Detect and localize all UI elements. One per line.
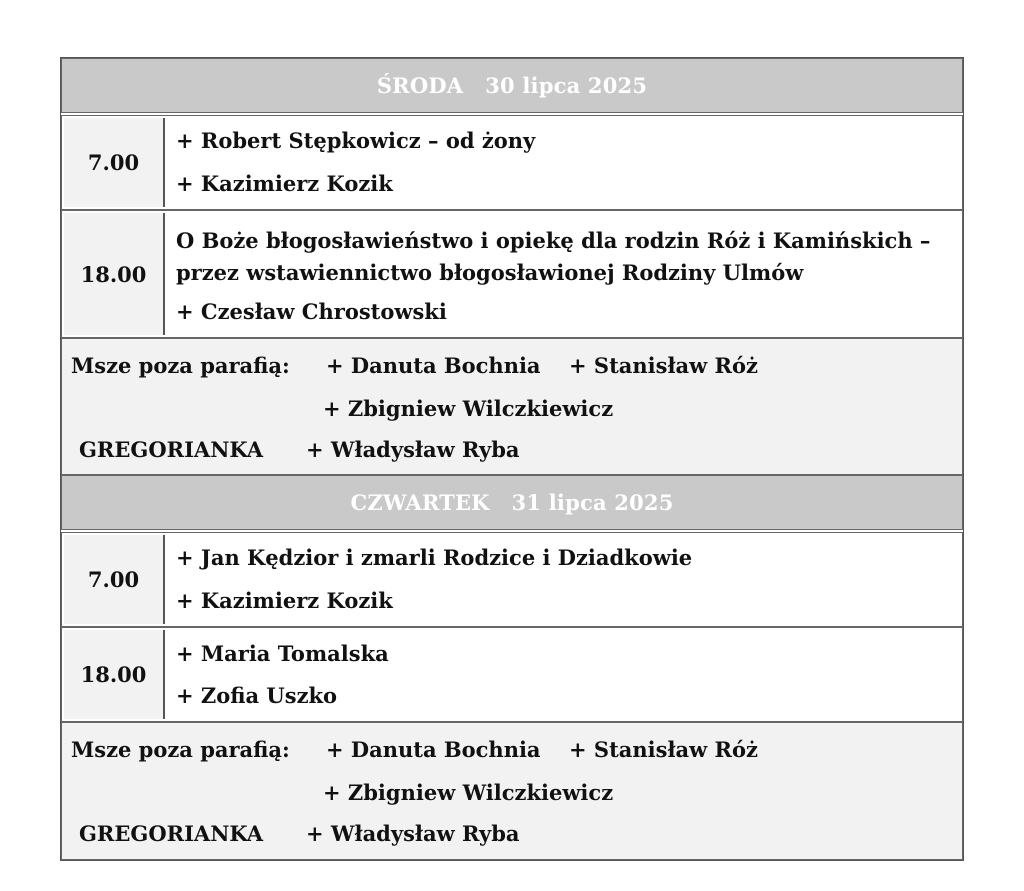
mass-row-0700: [61, 115, 963, 210]
outside-name: + Stanisław Róż: [569, 737, 758, 762]
intention: przez wstawiennictwo błogosławionej Rodziny Ulmów: [176, 260, 804, 285]
mass-row-0700: [61, 532, 963, 627]
day-name: CZWARTEK: [350, 490, 490, 515]
mass-time: 7.00: [64, 118, 165, 207]
mass-schedule-table: [60, 57, 964, 861]
intention: + Jan Kędzior i zmarli Rodzice i Dziadkowie: [176, 545, 693, 570]
mass-time: 18.00: [64, 213, 165, 335]
mass-time: 18.00: [64, 630, 165, 719]
gregorian-name: + Władysław Ryba: [306, 437, 520, 462]
outside-name: + Danuta Bochnia: [326, 353, 541, 378]
intention: + Maria Tomalska: [176, 641, 389, 666]
day-header-thursday: [61, 475, 963, 530]
outside-label: Msze poza parafią:: [71, 353, 290, 378]
intention: + Robert Stępkowicz – od żony: [176, 128, 536, 153]
outside-name: + Danuta Bochnia: [326, 737, 541, 762]
gregorian-name: + Władysław Ryba: [306, 821, 520, 846]
intention: + Kazimierz Kozik: [176, 171, 393, 196]
intention: + Zofia Uszko: [176, 683, 338, 708]
mass-time: 7.00: [64, 535, 165, 624]
mass-row-1800: [61, 627, 963, 722]
intention: O Boże błogosławieństwo i opiekę dla rodzin Róż i Kamińskich –: [176, 228, 931, 253]
outside-name: + Stanisław Róż: [569, 353, 758, 378]
masses-outside-parish: [61, 338, 963, 475]
gregorian-label: GREGORIANKA: [79, 821, 264, 846]
day-date: 30 lipca 2025: [485, 73, 648, 98]
outside-name: + Zbigniew Wilczkiewicz: [323, 780, 614, 805]
masses-outside-parish: [61, 722, 963, 860]
day-header-wednesday: [61, 58, 963, 113]
day-date: 31 lipca 2025: [511, 490, 674, 515]
gregorian-label: GREGORIANKA: [79, 437, 264, 462]
day-name: ŚRODA: [376, 73, 464, 98]
mass-row-1800: [61, 210, 963, 338]
outside-name: + Zbigniew Wilczkiewicz: [323, 396, 614, 421]
intention: + Czesław Chrostowski: [176, 299, 447, 324]
outside-label: Msze poza parafią:: [71, 737, 290, 762]
intention: + Kazimierz Kozik: [176, 588, 393, 613]
